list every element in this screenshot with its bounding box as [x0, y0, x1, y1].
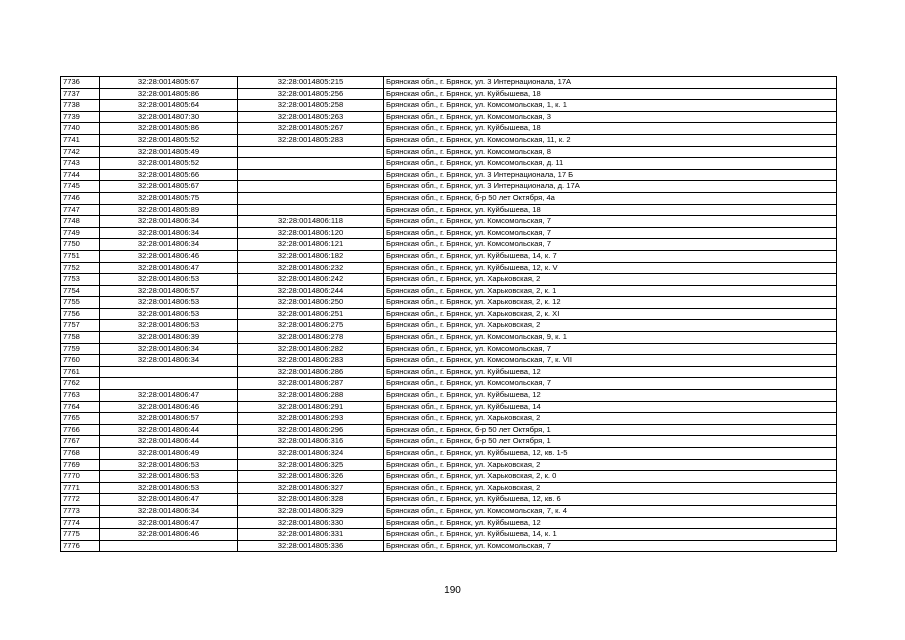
address-cell: Брянская обл., г. Брянск, ул. Куйбышева, 12 [384, 366, 837, 378]
address-cell: Брянская обл., г. Брянск, ул. 3 Интернационала, д. 17А [384, 181, 837, 193]
table-row [61, 540, 837, 552]
object-number-cell: 32:28:0014806:288 [238, 390, 384, 402]
land-plot-number-cell: 32:28:0014805:66 [100, 169, 238, 181]
object-number-cell: 32:28:0014806:244 [238, 285, 384, 297]
row-number-cell: 7762 [61, 378, 100, 390]
row-number-cell: 7760 [61, 355, 100, 367]
table-row [61, 471, 837, 483]
table-row [61, 494, 837, 506]
object-number-cell: 32:28:0014806:291 [238, 401, 384, 413]
object-number-cell [238, 169, 384, 181]
row-number-cell: 7775 [61, 529, 100, 541]
object-number-cell: 32:28:0014806:331 [238, 529, 384, 541]
land-plot-number-cell: 32:28:0014806:57 [100, 413, 238, 425]
object-number-cell [238, 158, 384, 170]
land-plot-number-cell: 32:28:0014805:64 [100, 100, 238, 112]
address-cell: Брянская обл., г. Брянск, ул. Куйбышева, 12, кв. 6 [384, 494, 837, 506]
land-plot-number-cell [100, 540, 238, 552]
row-number-cell: 7754 [61, 285, 100, 297]
land-plot-number-cell: 32:28:0014806:46 [100, 401, 238, 413]
object-number-cell [238, 192, 384, 204]
object-number-cell [238, 181, 384, 193]
table-row [61, 482, 837, 494]
row-number-cell: 7770 [61, 471, 100, 483]
row-number-cell: 7736 [61, 77, 100, 89]
table-row [61, 169, 837, 181]
object-number-cell: 32:28:0014806:296 [238, 424, 384, 436]
table-row [61, 134, 837, 146]
row-number-cell: 7742 [61, 146, 100, 158]
address-cell: Брянская обл., г. Брянск, ул. Комсомольская, 7 [384, 540, 837, 552]
table-row [61, 250, 837, 262]
table-row [61, 459, 837, 471]
land-plot-number-cell: 32:28:0014805:89 [100, 204, 238, 216]
object-number-cell: 32:28:0014806:275 [238, 320, 384, 332]
row-number-cell: 7765 [61, 413, 100, 425]
row-number-cell: 7753 [61, 274, 100, 286]
row-number-cell: 7744 [61, 169, 100, 181]
object-number-cell: 32:28:0014806:118 [238, 216, 384, 228]
object-number-cell: 32:28:0014806:316 [238, 436, 384, 448]
table-row [61, 204, 837, 216]
table-row [61, 320, 837, 332]
object-number-cell: 32:28:0014806:283 [238, 355, 384, 367]
row-number-cell: 7769 [61, 459, 100, 471]
table-row [61, 413, 837, 425]
object-number-cell: 32:28:0014806:182 [238, 250, 384, 262]
object-number-cell: 32:28:0014806:278 [238, 332, 384, 344]
land-plot-number-cell: 32:28:0014806:47 [100, 390, 238, 402]
land-plot-number-cell: 32:28:0014805:75 [100, 192, 238, 204]
land-plot-number-cell: 32:28:0014806:34 [100, 505, 238, 517]
land-plot-number-cell [100, 366, 238, 378]
object-number-cell: 32:28:0014805:263 [238, 111, 384, 123]
row-number-cell: 7739 [61, 111, 100, 123]
land-plot-number-cell: 32:28:0014807:30 [100, 111, 238, 123]
address-cell: Брянская обл., г. Брянск, ул. Комсомольская, 11, к. 2 [384, 134, 837, 146]
address-cell: Брянская обл., г. Брянск, ул. Куйбышева, 12 [384, 517, 837, 529]
object-number-cell: 32:28:0014806:324 [238, 448, 384, 460]
cadastral-table-container [60, 76, 836, 552]
object-number-cell: 32:28:0014805:215 [238, 77, 384, 89]
land-plot-number-cell: 32:28:0014806:39 [100, 332, 238, 344]
table-row [61, 123, 837, 135]
row-number-cell: 7759 [61, 343, 100, 355]
row-number-cell: 7749 [61, 227, 100, 239]
object-number-cell: 32:28:0014805:258 [238, 100, 384, 112]
row-number-cell: 7748 [61, 216, 100, 228]
land-plot-number-cell: 32:28:0014806:47 [100, 494, 238, 506]
object-number-cell: 32:28:0014806:329 [238, 505, 384, 517]
land-plot-number-cell: 32:28:0014805:52 [100, 134, 238, 146]
address-cell: Брянская обл., г. Брянск, ул. Харьковская, 2 [384, 320, 837, 332]
address-cell: Брянская обл., г. Брянск, ул. Комсомольская, 9, к. 1 [384, 332, 837, 344]
table-row [61, 111, 837, 123]
land-plot-number-cell: 32:28:0014806:34 [100, 227, 238, 239]
address-cell: Брянская обл., г. Брянск, ул. Комсомольская, 7 [384, 227, 837, 239]
address-cell: Брянская обл., г. Брянск, ул. Харьковская, 2 [384, 482, 837, 494]
row-number-cell: 7757 [61, 320, 100, 332]
table-row [61, 192, 837, 204]
object-number-cell: 32:28:0014806:287 [238, 378, 384, 390]
table-row [61, 297, 837, 309]
land-plot-number-cell: 32:28:0014806:53 [100, 459, 238, 471]
table-row [61, 274, 837, 286]
land-plot-number-cell: 32:28:0014806:44 [100, 424, 238, 436]
address-cell: Брянская обл., г. Брянск, ул. Харьковская, 2 [384, 413, 837, 425]
object-number-cell: 32:28:0014806:282 [238, 343, 384, 355]
row-number-cell: 7766 [61, 424, 100, 436]
object-number-cell: 32:28:0014806:232 [238, 262, 384, 274]
row-number-cell: 7745 [61, 181, 100, 193]
address-cell: Брянская обл., г. Брянск, ул. Куйбышева, 12 [384, 390, 837, 402]
address-cell: Брянская обл., г. Брянск, ул. Харьковская, 2, к. 1 [384, 285, 837, 297]
object-number-cell: 32:28:0014805:336 [238, 540, 384, 552]
object-number-cell: 32:28:0014806:325 [238, 459, 384, 471]
object-number-cell: 32:28:0014806:250 [238, 297, 384, 309]
table-row [61, 227, 837, 239]
address-cell: Брянская обл., г. Брянск, ул. Комсомольская, 8 [384, 146, 837, 158]
address-cell: Брянская обл., г. Брянск, ул. Куйбышева, 14, к. 7 [384, 250, 837, 262]
address-cell: Брянская обл., г. Брянск, ул. Харьковская, 2, к. 0 [384, 471, 837, 483]
address-cell: Брянская обл., г. Брянск, ул. Комсомольская, 7 [384, 378, 837, 390]
row-number-cell: 7768 [61, 448, 100, 460]
land-plot-number-cell: 32:28:0014806:49 [100, 448, 238, 460]
land-plot-number-cell: 32:28:0014806:53 [100, 297, 238, 309]
row-number-cell: 7738 [61, 100, 100, 112]
object-number-cell: 32:28:0014806:251 [238, 308, 384, 320]
address-cell: Брянская обл., г. Брянск, ул. Куйбышева, 14, к. 1 [384, 529, 837, 541]
address-cell: Брянская обл., г. Брянск, ул. Куйбышева, 12, кв. 1-5 [384, 448, 837, 460]
land-plot-number-cell: 32:28:0014805:52 [100, 158, 238, 170]
row-number-cell: 7741 [61, 134, 100, 146]
land-plot-number-cell: 32:28:0014806:53 [100, 320, 238, 332]
land-plot-number-cell: 32:28:0014806:47 [100, 517, 238, 529]
land-plot-number-cell: 32:28:0014806:53 [100, 482, 238, 494]
table-row [61, 448, 837, 460]
table-row [61, 529, 837, 541]
address-cell: Брянская обл., г. Брянск, ул. Комсомольская, 7, к. 4 [384, 505, 837, 517]
object-number-cell: 32:28:0014806:293 [238, 413, 384, 425]
table-row [61, 181, 837, 193]
object-number-cell: 32:28:0014805:256 [238, 88, 384, 100]
land-plot-number-cell: 32:28:0014806:47 [100, 262, 238, 274]
land-plot-number-cell: 32:28:0014805:49 [100, 146, 238, 158]
row-number-cell: 7740 [61, 123, 100, 135]
table-row [61, 436, 837, 448]
land-plot-number-cell: 32:28:0014805:86 [100, 123, 238, 135]
object-number-cell: 32:28:0014806:242 [238, 274, 384, 286]
land-plot-number-cell: 32:28:0014805:86 [100, 88, 238, 100]
address-cell: Брянская обл., г. Брянск, ул. Куйбышева, 14 [384, 401, 837, 413]
object-number-cell: 32:28:0014805:267 [238, 123, 384, 135]
table-row [61, 343, 837, 355]
row-number-cell: 7761 [61, 366, 100, 378]
table-row [61, 239, 837, 251]
address-cell: Брянская обл., г. Брянск, б-р 50 лет Октября, 1 [384, 424, 837, 436]
land-plot-number-cell: 32:28:0014806:44 [100, 436, 238, 448]
row-number-cell: 7772 [61, 494, 100, 506]
table-row [61, 158, 837, 170]
address-cell: Брянская обл., г. Брянск, ул. Куйбышева, 18 [384, 88, 837, 100]
land-plot-number-cell: 32:28:0014806:53 [100, 471, 238, 483]
table-row [61, 216, 837, 228]
land-plot-number-cell: 32:28:0014805:67 [100, 77, 238, 89]
table-row [61, 146, 837, 158]
land-plot-number-cell [100, 378, 238, 390]
object-number-cell: 32:28:0014806:326 [238, 471, 384, 483]
address-cell: Брянская обл., г. Брянск, ул. Комсомольская, 7, к. VII [384, 355, 837, 367]
cadastral-table [60, 76, 837, 552]
land-plot-number-cell: 32:28:0014806:46 [100, 529, 238, 541]
land-plot-number-cell: 32:28:0014806:34 [100, 355, 238, 367]
row-number-cell: 7750 [61, 239, 100, 251]
table-row [61, 505, 837, 517]
table-row [61, 366, 837, 378]
address-cell: Брянская обл., г. Брянск, б-р 50 лет Октября, 1 [384, 436, 837, 448]
address-cell: Брянская обл., г. Брянск, ул. Харьковская, 2, к. XI [384, 308, 837, 320]
object-number-cell: 32:28:0014806:327 [238, 482, 384, 494]
table-row [61, 308, 837, 320]
address-cell: Брянская обл., г. Брянск, ул. Комсомольская, 7 [384, 216, 837, 228]
object-number-cell: 32:28:0014805:283 [238, 134, 384, 146]
object-number-cell: 32:28:0014806:328 [238, 494, 384, 506]
object-number-cell [238, 204, 384, 216]
land-plot-number-cell: 32:28:0014806:53 [100, 274, 238, 286]
row-number-cell: 7747 [61, 204, 100, 216]
table-row [61, 88, 837, 100]
address-cell: Брянская обл., г. Брянск, ул. Куйбышева, 18 [384, 123, 837, 135]
address-cell: Брянская обл., г. Брянск, ул. Комсомольская, д. 11 [384, 158, 837, 170]
row-number-cell: 7756 [61, 308, 100, 320]
row-number-cell: 7737 [61, 88, 100, 100]
address-cell: Брянская обл., г. Брянск, ул. Комсомольская, 3 [384, 111, 837, 123]
address-cell: Брянская обл., г. Брянск, ул. 3 Интернационала, 17 Б [384, 169, 837, 181]
address-cell: Брянская обл., г. Брянск, ул. Харьковская, 2 [384, 459, 837, 471]
object-number-cell: 32:28:0014806:330 [238, 517, 384, 529]
row-number-cell: 7767 [61, 436, 100, 448]
row-number-cell: 7758 [61, 332, 100, 344]
land-plot-number-cell: 32:28:0014806:34 [100, 343, 238, 355]
row-number-cell: 7752 [61, 262, 100, 274]
row-number-cell: 7771 [61, 482, 100, 494]
row-number-cell: 7774 [61, 517, 100, 529]
row-number-cell: 7776 [61, 540, 100, 552]
row-number-cell: 7773 [61, 505, 100, 517]
address-cell: Брянская обл., г. Брянск, ул. Комсомольская, 7 [384, 343, 837, 355]
row-number-cell: 7751 [61, 250, 100, 262]
table-row [61, 262, 837, 274]
table-row [61, 332, 837, 344]
row-number-cell: 7743 [61, 158, 100, 170]
land-plot-number-cell: 32:28:0014806:57 [100, 285, 238, 297]
table-row [61, 517, 837, 529]
address-cell: Брянская обл., г. Брянск, ул. Куйбышева, 18 [384, 204, 837, 216]
address-cell: Брянская обл., г. Брянск, б-р 50 лет Октября, 4а [384, 192, 837, 204]
land-plot-number-cell: 32:28:0014806:34 [100, 239, 238, 251]
address-cell: Брянская обл., г. Брянск, ул. Комсомольская, 1, к. 1 [384, 100, 837, 112]
table-row [61, 378, 837, 390]
table-row [61, 77, 837, 89]
land-plot-number-cell: 32:28:0014806:34 [100, 216, 238, 228]
object-number-cell: 32:28:0014806:121 [238, 239, 384, 251]
land-plot-number-cell: 32:28:0014805:67 [100, 181, 238, 193]
address-cell: Брянская обл., г. Брянск, ул. Харьковская, 2 [384, 274, 837, 286]
page-number: 190 [444, 585, 461, 596]
object-number-cell: 32:28:0014806:286 [238, 366, 384, 378]
address-cell: Брянская обл., г. Брянск, ул. Харьковская, 2, к. 12 [384, 297, 837, 309]
land-plot-number-cell: 32:28:0014806:46 [100, 250, 238, 262]
address-cell: Брянская обл., г. Брянск, ул. Комсомольская, 7 [384, 239, 837, 251]
land-plot-number-cell: 32:28:0014806:53 [100, 308, 238, 320]
table-row [61, 401, 837, 413]
object-number-cell: 32:28:0014806:120 [238, 227, 384, 239]
table-row [61, 355, 837, 367]
table-row [61, 285, 837, 297]
object-number-cell [238, 146, 384, 158]
row-number-cell: 7764 [61, 401, 100, 413]
address-cell: Брянская обл., г. Брянск, ул. Куйбышева, 12, к. V [384, 262, 837, 274]
row-number-cell: 7763 [61, 390, 100, 402]
table-row [61, 390, 837, 402]
row-number-cell: 7746 [61, 192, 100, 204]
table-row [61, 100, 837, 112]
cadastral-table-body [61, 77, 837, 552]
table-row [61, 424, 837, 436]
row-number-cell: 7755 [61, 297, 100, 309]
address-cell: Брянская обл., г. Брянск, ул. 3 Интернационала, 17А [384, 77, 837, 89]
